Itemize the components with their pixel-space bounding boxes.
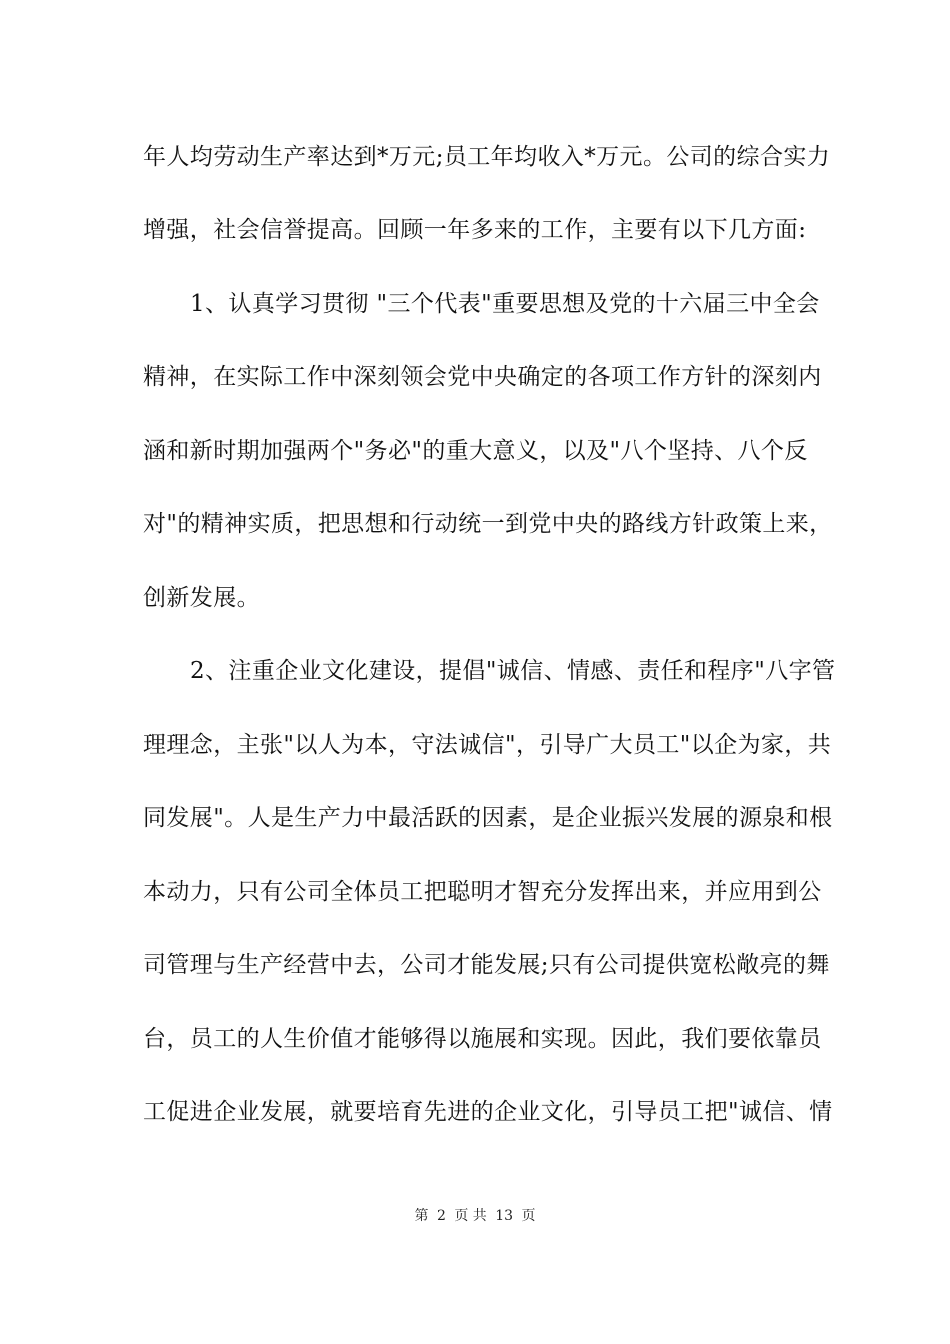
paragraph-line: 年人均劳动生产率达到*万元;员工年均收入*万元。公司的综合实力 <box>143 144 831 170</box>
paragraph-line: 理理念，主张"以人为本，守法诚信"，引导广大员工"以企为家，共 <box>143 732 832 758</box>
paragraph-line: 台，员工的人生价值才能够得以施展和实现。因此，我们要依靠员 <box>143 1026 822 1052</box>
footer-prefix: 第 <box>414 1208 429 1224</box>
footer-suffix: 页 <box>521 1208 536 1224</box>
paragraph-line: 1、认真学习贯彻 "三个代表"重要思想及党的十六届三中全会 <box>190 291 820 317</box>
footer-middle: 页 共 <box>454 1208 487 1224</box>
footer-current-page: 2 <box>436 1208 446 1224</box>
paragraph-line: 涵和新时期加强两个"务必"的重大意义，以及"八个坚持、八个反 <box>143 438 808 464</box>
paragraph-line: 增强，社会信誉提高。回顾一年多来的工作，主要有以下几方面: <box>143 217 807 243</box>
paragraph-line: 本动力，只有公司全体员工把聪明才智充分发挥出来，并应用到公 <box>143 879 822 905</box>
paragraph-line: 创新发展。 <box>143 585 260 611</box>
paragraph-line: 2、注重企业文化建设，提倡"诚信、情感、责任和程序"八字管 <box>190 658 836 684</box>
paragraph-line: 司管理与生产经营中去，公司才能发展;只有公司提供宽松敞亮的舞 <box>143 952 830 978</box>
paragraph-line: 精神，在实际工作中深刻领会党中央确定的各项工作方针的深刻内 <box>143 364 822 390</box>
page-footer <box>0 1207 950 1225</box>
paragraph-line: 工促进企业发展，就要培育先进的企业文化，引导员工把"诚信、情 <box>143 1099 833 1125</box>
footer-total-pages: 13 <box>495 1208 514 1224</box>
paragraph-line: 对"的精神实质，把思想和行动统一到党中央的路线方针政策上来， <box>143 511 833 537</box>
paragraph-line: 同发展"。人是生产力中最活跃的因素，是企业振兴发展的源泉和根 <box>143 805 833 831</box>
